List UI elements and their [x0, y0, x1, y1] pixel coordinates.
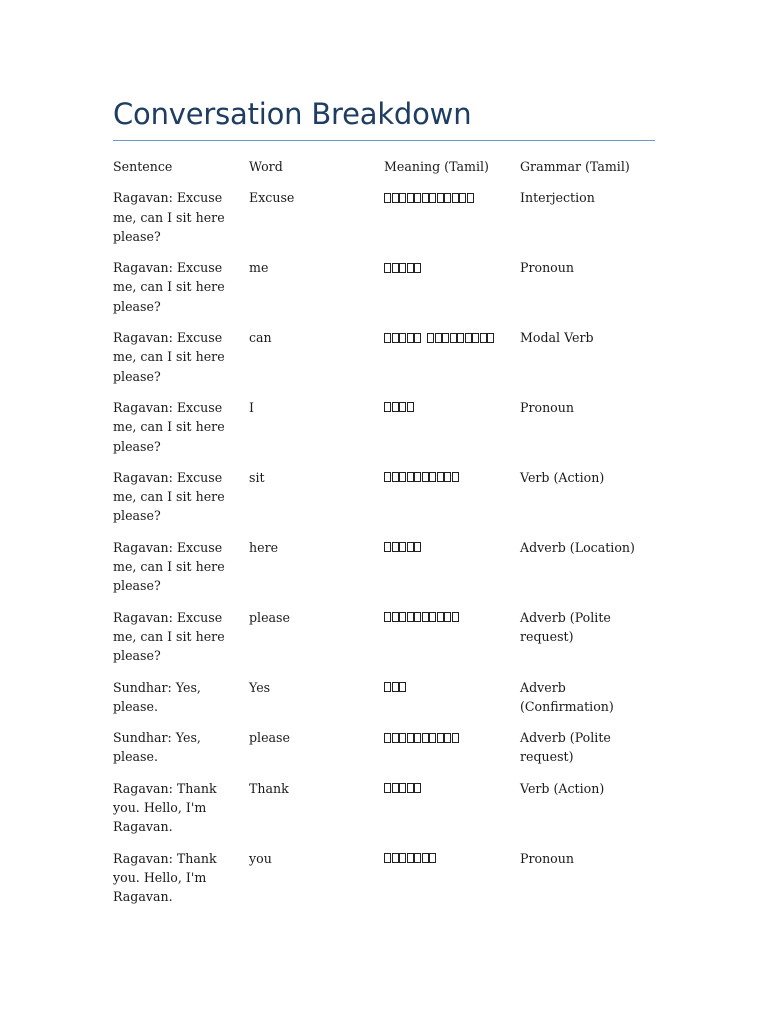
grammar-cell: Adverb (Polite request): [520, 730, 611, 765]
meaning-cell: [384, 728, 520, 779]
sentence-cell: Ragavan: Thank you. Hello, I'm Ragavan.: [113, 850, 217, 905]
meaning-cell: [384, 188, 520, 258]
column-header-meaning: Meaning (Tamil): [384, 159, 489, 174]
tamil-meaning-glyphs: [384, 328, 494, 347]
tamil-meaning-glyphs: [384, 849, 436, 868]
grammar-cell: Verb (Action): [520, 780, 605, 796]
grammar-cell: Verb (Action): [520, 469, 605, 485]
tamil-meaning-glyphs: [384, 258, 421, 277]
sentence-cell: Ragavan: Excuse me, can I sit here please?: [113, 190, 225, 244]
sentence-cell: Ragavan: Excuse me, can I sit here please?: [113, 609, 225, 664]
table-row: [113, 608, 655, 678]
meaning-cell: [384, 328, 520, 398]
column-header-word: Word: [249, 159, 283, 174]
word-cell: please: [249, 730, 290, 746]
word-cell: can: [249, 330, 272, 346]
grammar-cell: Adverb (Location): [520, 539, 635, 555]
word-cell: Yes: [249, 679, 271, 695]
table-header-row: [113, 157, 655, 188]
grammar-cell: Pronoun: [520, 850, 574, 866]
table-row: [113, 188, 655, 258]
word-cell: you: [249, 850, 272, 866]
word-cell: me: [249, 260, 269, 276]
page-title: Conversation Breakdown: [113, 97, 472, 131]
meaning-cell: [384, 849, 520, 919]
grammar-cell: Modal Verb: [520, 330, 594, 346]
tamil-meaning-glyphs: [384, 398, 414, 417]
table-row: [113, 468, 655, 538]
sentence-cell: Ragavan: Excuse me, can I sit here please?: [113, 469, 225, 524]
word-cell: sit: [249, 469, 265, 485]
sentence-cell: Ragavan: Thank you. Hello, I'm Ragavan.: [113, 780, 217, 835]
table-row: [113, 779, 655, 849]
title-underline: [113, 140, 655, 141]
table-row: [113, 328, 655, 398]
table-row: [113, 258, 655, 328]
table-row: [113, 849, 655, 919]
sentence-cell: Ragavan: Excuse me, can I sit here please?: [113, 399, 225, 454]
grammar-cell: Adverb (Polite request): [520, 609, 611, 644]
grammar-cell: Adverb (Confirmation): [520, 679, 614, 714]
word-cell: please: [249, 609, 290, 625]
meaning-cell: [384, 468, 520, 538]
grammar-cell: Interjection: [520, 190, 595, 206]
sentence-cell: Sundhar: Yes, please.: [113, 679, 201, 714]
word-cell: Excuse: [249, 190, 295, 206]
table-body: [113, 188, 655, 918]
tamil-meaning-glyphs: [384, 468, 459, 487]
column-header-sentence: Sentence: [113, 159, 173, 174]
meaning-cell: [384, 779, 520, 849]
table-row: [113, 678, 655, 729]
tamil-meaning-glyphs: [384, 608, 459, 627]
meaning-cell: [384, 608, 520, 678]
tamil-meaning-glyphs: [384, 678, 406, 697]
tamil-meaning-glyphs: [384, 728, 459, 747]
word-cell: here: [249, 539, 279, 555]
tamil-meaning-glyphs: [384, 188, 474, 207]
word-cell: I: [249, 399, 254, 415]
column-header-grammar: Grammar (Tamil): [520, 159, 630, 174]
sentence-cell: Ragavan: Excuse me, can I sit here please?: [113, 330, 225, 384]
meaning-cell: [384, 258, 520, 328]
document-page: [113, 92, 655, 919]
breakdown-table: [113, 157, 655, 919]
table-row: [113, 538, 655, 608]
meaning-cell: [384, 398, 520, 468]
meaning-cell: [384, 538, 520, 608]
sentence-cell: Ragavan: Excuse me, can I sit here please?: [113, 260, 225, 314]
table-row: [113, 398, 655, 468]
grammar-cell: Pronoun: [520, 260, 574, 276]
grammar-cell: Pronoun: [520, 399, 574, 415]
sentence-cell: Sundhar: Yes, please.: [113, 730, 201, 765]
meaning-cell: [384, 678, 520, 729]
word-cell: Thank: [249, 780, 289, 796]
table-row: [113, 728, 655, 779]
sentence-cell: Ragavan: Excuse me, can I sit here please?: [113, 539, 225, 594]
tamil-meaning-glyphs: [384, 779, 421, 798]
tamil-meaning-glyphs: [384, 538, 421, 557]
